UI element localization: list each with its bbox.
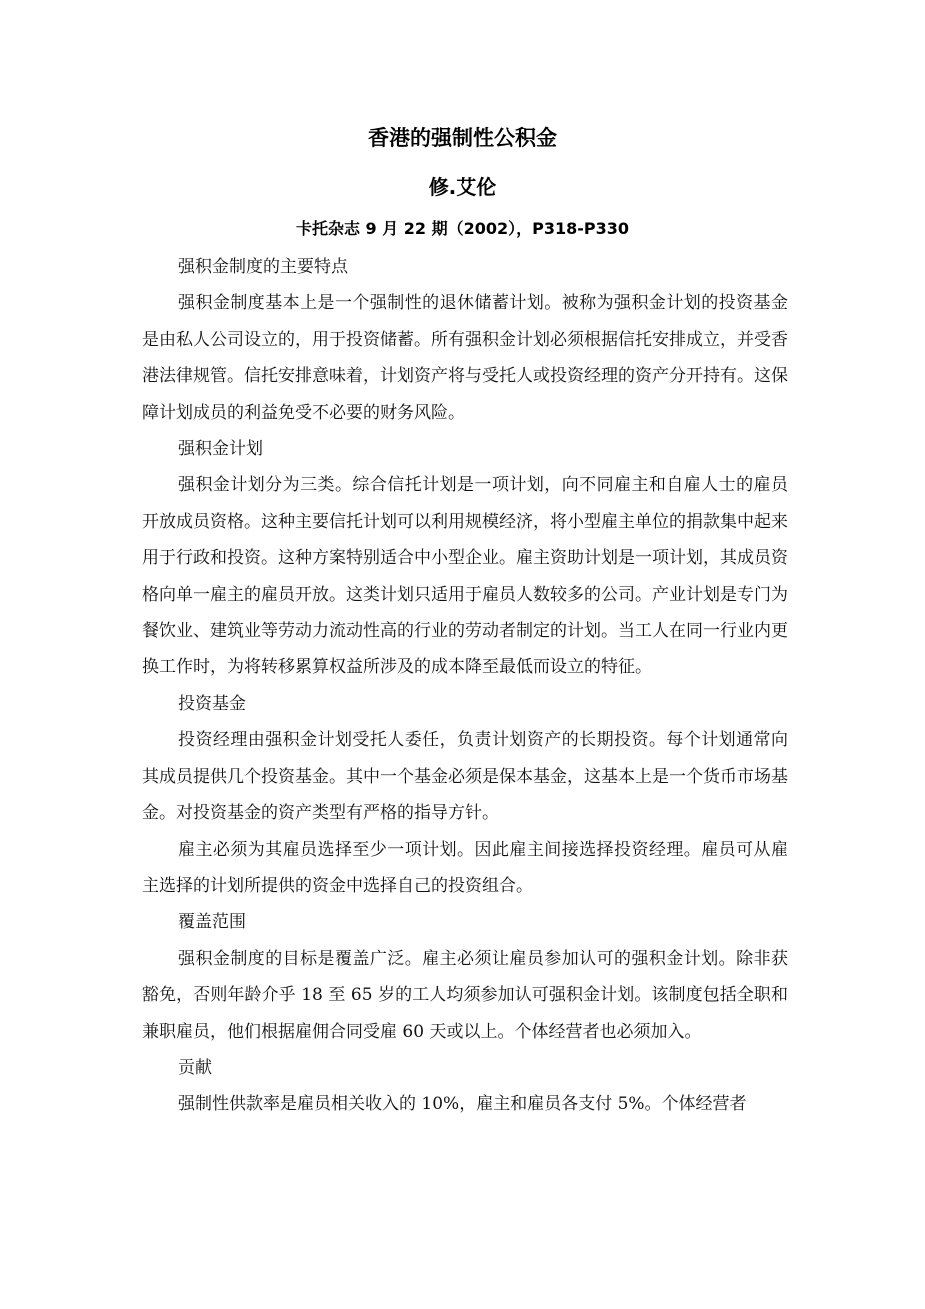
- paragraph: 雇主必须为其雇员选择至少一项计划。因此雇主间接选择投资经理。雇员可从雇主选择的计划所提供的资金中选择自己的投资组合。: [142, 839, 788, 896]
- section-heading-plans: 强积金计划: [178, 439, 263, 460]
- section-heading-funds: 投资基金: [178, 693, 246, 714]
- paragraph: 强积金制度的目标是覆盖广泛。雇主必须让雇员参加认可的强积金计划。除非获豁免，否则年龄介乎 18 至 65 岁的工人均须参加认可强积金计划。该制度包括全职和兼职雇员，他们根据雇佣合同受雇 60 天或以上。个体经营者也必须加入。: [142, 948, 788, 1042]
- section-heading-contributions: 贡献: [178, 1057, 212, 1078]
- section-heading-coverage: 覆盖范围: [178, 912, 246, 933]
- document-author: 修.艾伦: [428, 175, 497, 199]
- paragraph: 强积金计划分为三类。综合信托计划是一项计划，向不同雇主和自雇人士的雇员开放成员资格。这种主要信托计划可以利用规模经济，将小型雇主单位的捐款集中起来用于行政和投资。这种方案特别适合中小型企业。雇主资助计划是一项计划，其成员资格向单一雇主的雇员开放。这类计划只适用于雇员人数较多的公司。产业计划是专门为餐饮业、建筑业等劳动力流动性高的行业的劳动者制定的计划。当工人在同一行业内更换工作时，为将转移累算权益所涉及的成本降至最低而设立的特征。: [142, 475, 788, 678]
- document-body: [142, 249, 788, 1123]
- paragraph: 强制性供款率是雇员相关收入的 10%，雇主和雇员各支付 5%。个体经营者: [178, 1094, 747, 1115]
- section-heading-features: 强积金制度的主要特点: [178, 257, 348, 277]
- document-source: 卡托杂志 9 月 22 期（2002），P318-P330: [295, 219, 630, 238]
- paragraph: 强积金制度基本上是一个强制性的退休储蓄计划。被称为强积金计划的投资基金是由私人公司设立的，用于投资储蓄。所有强积金计划必须根据信托安排成立，并受香港法律规管。信托安排意味着，计划资产将与受托人或投资经理的资产分开持有。这保障计划成员的利益免受不必要的财务风险。: [142, 293, 788, 423]
- paragraph: 投资经理由强积金计划受托人委任，负责计划资产的长期投资。每个计划通常向其成员提供几个投资基金。其中一个基金必须是保本基金，这基本上是一个货币市场基金。对投资基金的资产类型有严格的指导方针。: [142, 730, 788, 824]
- document-title: 香港的强制性公积金: [368, 126, 557, 150]
